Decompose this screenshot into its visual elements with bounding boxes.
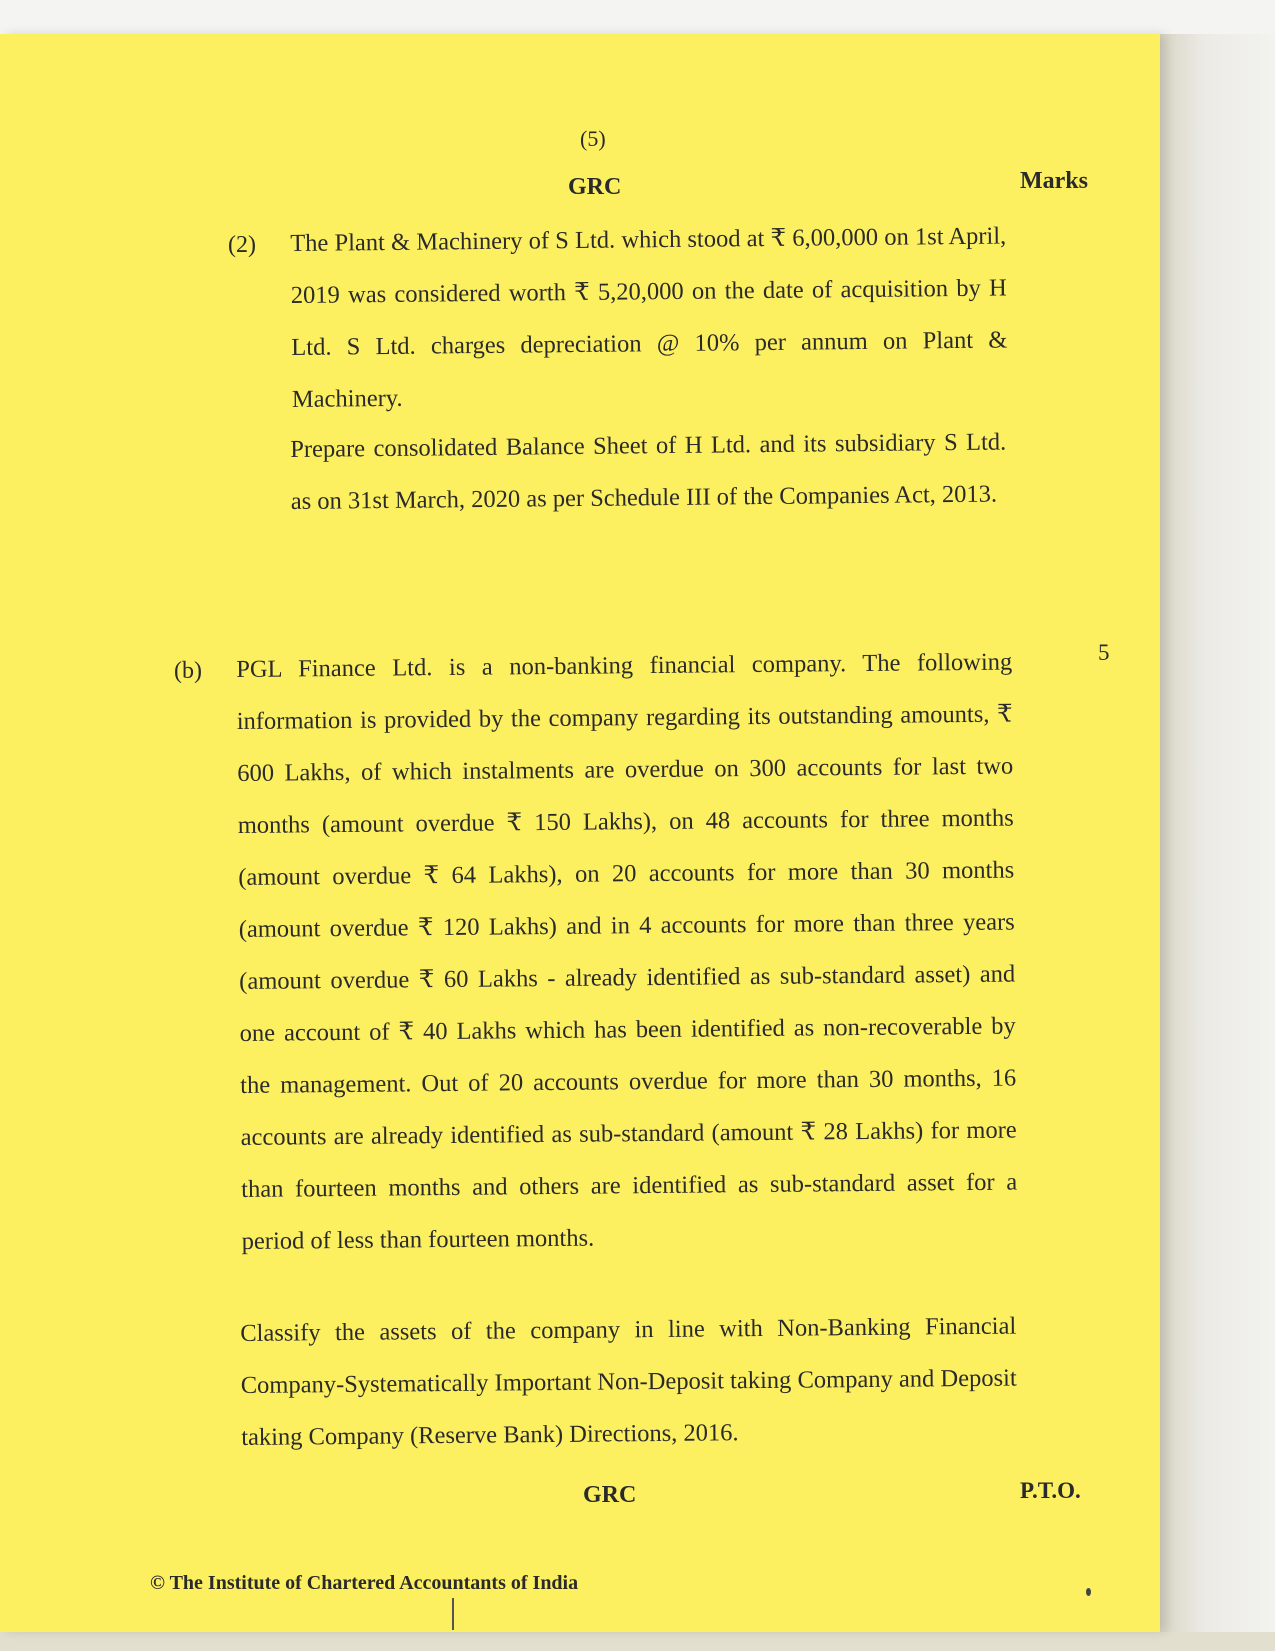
ink-dot [1086,1588,1091,1596]
scan-top-margin [0,0,1275,34]
marks-heading: Marks [1020,168,1088,194]
scan-bottom-margin [0,1632,1275,1651]
question-a2-text: The Plant & Machinery of S Ltd. which stood at ₹ 6,00,000 on 1st April, 2019 was considered worth ₹ 5,20,000 on the date of acquisition by H Ltd. S Ltd. charges depreciation @ 10% per annum on Plant & Machinery. [290,222,1008,413]
paper-code-footer: GRC [583,1482,637,1508]
page-number: (5) [580,126,606,151]
paper-code-header: GRC [568,174,622,200]
question-b-marks: 5 [1098,640,1110,665]
copyright-notice: © The Institute of Chartered Accountants of India [150,1572,579,1594]
scan-right-margin [1160,34,1275,1651]
question-a2-instruction: Prepare consolidated Balance Sheet of H Ltd. and its subsidiary S Ltd. as on 31st March, 2020 as per Schedule III of the Companies Act, 2013. [290,428,1007,515]
question-b-text: PGL Finance Ltd. is a non-banking financial company. The following information is provided by the company regarding its outstanding amounts, ₹ 600 Lakhs, of which instalments are overdue on 300 accounts for last two months (amount overdue ₹ 150 Lakhs), on 48 accounts for three months (amount overdue ₹ 64 Lakhs), on 20 accounts for more than 30 months (amount overdue ₹ 120 Lakhs) and in 4 accounts for more than three years (amount overdue ₹ 60 Lakhs - already identified as sub-standard asset) and one account of ₹ 40 Lakhs which has been identified as non-recoverable by the management. Out of 20 accounts overdue for more than 30 months, 16 accounts are already identified as sub-standard (amount ₹ 28 Lakhs) for more than fourteen months and others are identified as sub-standard asset for a period of less than fourteen months. [236,648,1018,1255]
question-a2-label: (2) [228,232,256,258]
pto-note: P.T.O. [1020,1478,1081,1503]
question-b-label: (b) [174,658,202,684]
question-b-instruction: Classify the assets of the company in line with Non-Banking Financial Company-Systematically Important Non-Deposit taking Company and Deposit taking Company (Reserve Bank) Directions, 2016. [240,1312,1017,1451]
pen-mark [452,1598,454,1630]
